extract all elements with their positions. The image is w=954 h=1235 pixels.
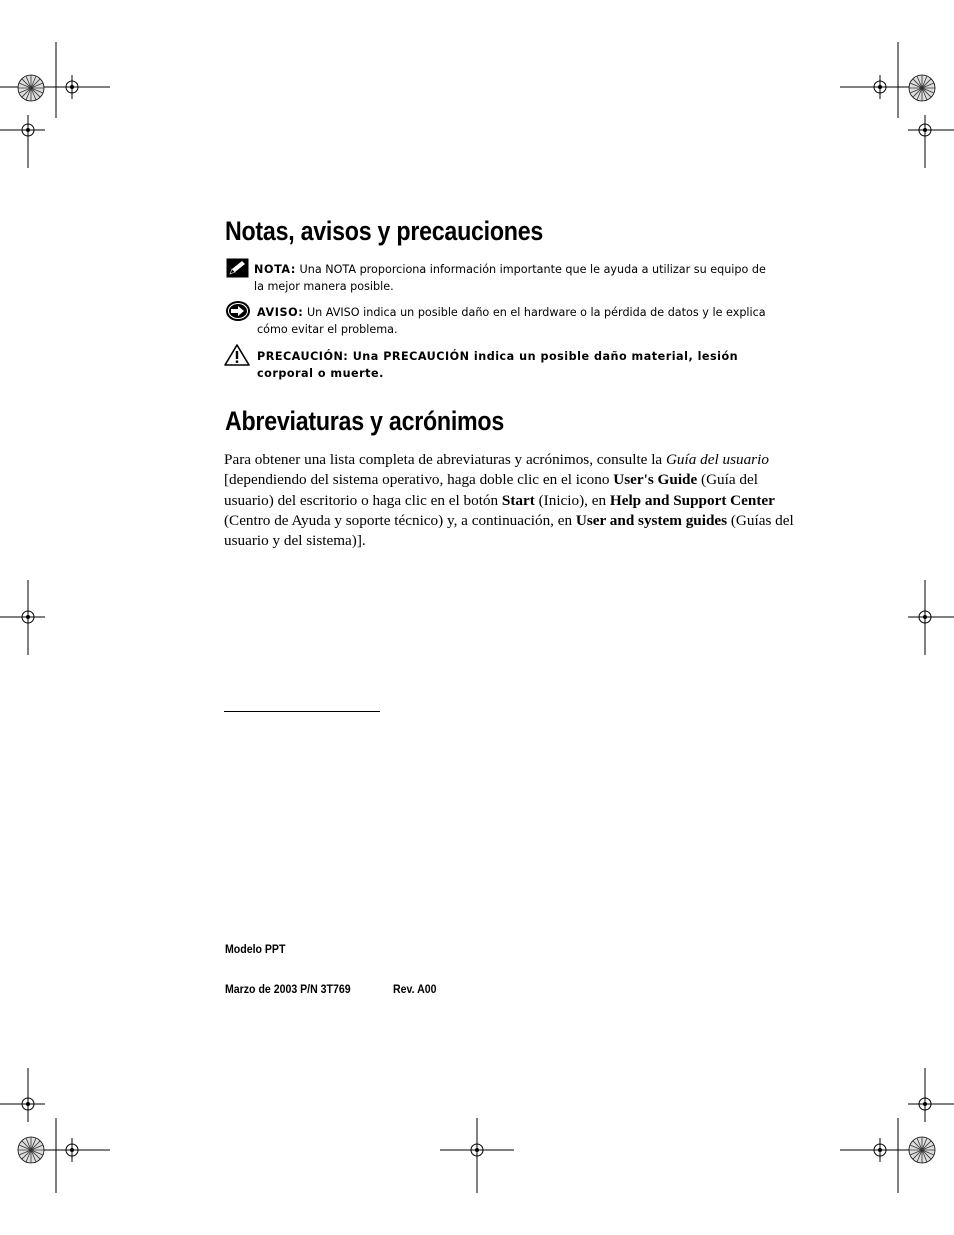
paragraph-text: [dependiendo del sistema operativo, haga doble clic en el icono (224, 471, 614, 489)
aviso-label: AVISO: (257, 306, 304, 319)
precaucion-text-line1: Una PRECAUCIÓN indica un posible daño material, lesión (352, 350, 739, 363)
user-system-guides-label: User and system guides (575, 511, 728, 529)
start-button-label: Start (501, 491, 535, 509)
nota-text-line1: Una NOTA proporciona información importante que le ayuda a utilizar su equipo de (299, 263, 766, 276)
footer-revision: Rev. A00 (393, 982, 437, 996)
paragraph-text: (Inicio), en (534, 491, 610, 509)
warning-triangle-icon (223, 343, 251, 367)
aviso-text-line2: cómo evitar el problema. (257, 323, 398, 336)
footer-model: Modelo PPT (225, 942, 286, 956)
precaucion-label: PRECAUCIÓN: (257, 350, 349, 363)
nota-label: NOTA: (254, 263, 296, 276)
nota-note (254, 261, 814, 295)
abbreviations-section-title: Abreviaturas y acrónimos (225, 406, 505, 436)
pencil-note-icon (226, 258, 249, 278)
help-support-center-label: Help and Support Center (609, 491, 775, 509)
footer-divider (224, 711, 380, 712)
paragraph-text: (Guías del usuario y del sistema)]. (224, 511, 794, 550)
footer-date-pn: Marzo de 2003 P/N 3T769 (225, 982, 351, 996)
nota-text-line2: la mejor manera posible. (254, 280, 394, 293)
precaucion-caution (257, 348, 817, 382)
user-guide-title: Guía del usuario (665, 451, 769, 468)
users-guide-icon-label: User's Guide (613, 471, 698, 489)
paragraph-text: Para obtener una lista completa de abreviaturas y acrónimos, consulte la (224, 451, 666, 468)
paragraph-text: (Centro de Ayuda y soporte técnico) y, a continuación, en (224, 511, 576, 529)
aviso-notice (257, 304, 817, 338)
aviso-text-line1: Un AVISO indica un posible daño en el hardware o la pérdida de datos y le explica (306, 306, 766, 319)
notes-section-title: Notas, avisos y precauciones (225, 216, 544, 246)
abbreviations-paragraph (224, 450, 804, 551)
notice-arrow-icon (225, 300, 251, 322)
paragraph-text: (Guía del usuario) del escritorio o haga clic en el botón (224, 471, 758, 509)
precaucion-text-line2: corporal o muerte. (257, 367, 384, 380)
